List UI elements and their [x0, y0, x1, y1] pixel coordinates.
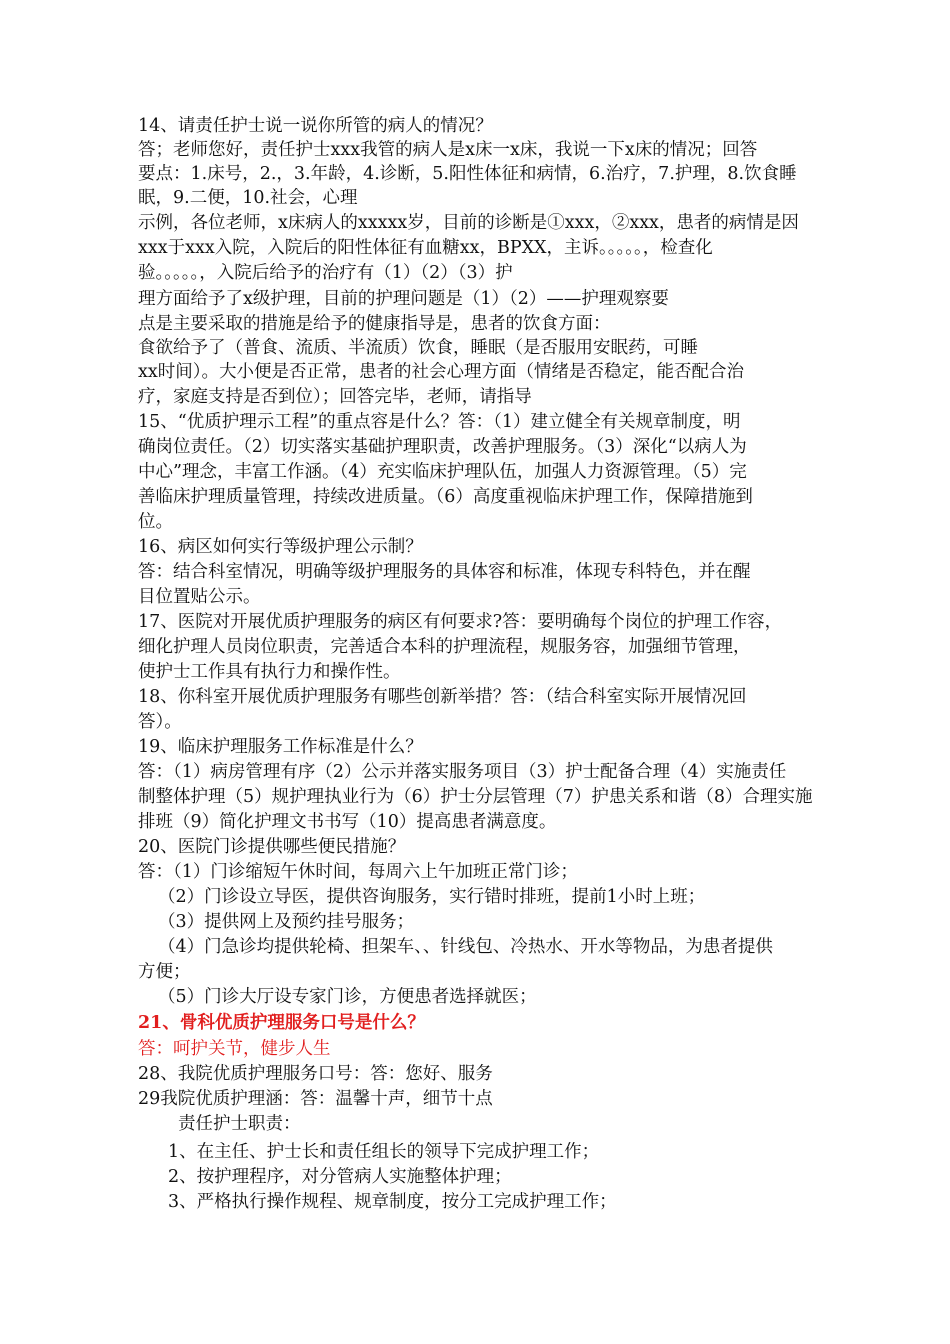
- answer-line: xx时间）。大小便是否正常，患者的社会心理方面（情绪是否稳定，能否配合治: [138, 362, 744, 382]
- answer-line: 理方面给予了x级护理，目前的护理问题是（1）（2）——护理观察要: [138, 289, 669, 309]
- answer-line: 中心”理念，丰富工作涵。（4）充实临床护理队伍，加强人力资源管理。（5）完: [138, 462, 747, 482]
- question-14: 14、请责任护士说一说你所管的病人的情况？: [138, 116, 493, 136]
- answer-item: （2）门诊设立导医，提供咨询服务，实行错时排班，提前1小时上班；: [158, 887, 706, 907]
- answer-line: 要点：1.床号，2.，3.年龄，4.诊断，5.阳性体征和病情，6.治疗，7.护理，8.饮食睡: [138, 164, 797, 184]
- answer-line: 答）。: [138, 712, 182, 732]
- answer-item: （4）门急诊均提供轮椅、担架车、、针线包、冷热水、开水等物品，为患者提供: [158, 937, 773, 957]
- answer-line: 细化护理人员岗位职责，完善适合本科的护理流程，规服务容，加强细节管理，: [138, 637, 751, 657]
- question-15: 15、“优质护理示工程”的重点容是什么？答：（1）建立健全有关规章制度，明: [138, 412, 741, 432]
- answer-line: 制整体护理（5）规护理执业行为（6）护士分层管理（7）护患关系和谐（8）合理实施: [138, 787, 813, 807]
- answer-line: 疗，家庭支持是否到位）；回答完毕，老师，请指导: [138, 387, 532, 407]
- section-title: 责任护士职责：: [178, 1114, 301, 1134]
- answer-line: 答：结合科室情况，明确等级护理服务的具体容和标准，体现专科特色，并在醒: [138, 562, 751, 582]
- answer-line: 方便；: [138, 962, 191, 982]
- question-18: 18、你科室开展优质护理服务有哪些创新举措？答：（结合科室实际开展情况回: [138, 687, 747, 707]
- answer-line: 善临床护理质量管理，持续改进质量。（6）高度重视临床护理工作，保障措施到: [138, 487, 753, 507]
- answer-item: （3）提供网上及预约挂号服务；: [158, 912, 415, 932]
- answer-line: 答；老师您好，责任护士xxx我管的病人是x床一x床，我说一下x床的情况；回答: [138, 140, 758, 160]
- answer-line: 答：（1）门诊缩短午休时间，每周六上午加班正常门诊；: [138, 862, 578, 882]
- answer-line: 点是主要采取的措施是给予的健康指导是，患者的饮食方面：: [138, 314, 611, 334]
- question-16: 16、病区如何实行等级护理公示制？: [138, 537, 423, 557]
- duty-item-1: 1、在主任、护士长和责任组长的领导下完成护理工作；: [168, 1142, 600, 1162]
- duty-item-3: 3、严格执行操作规程、规章制度，按分工完成护理工作；: [168, 1192, 617, 1212]
- answer-line: 确岗位责任。（2）切实落实基础护理职责，改善护理服务。（3）深化“以病人为: [138, 437, 747, 457]
- answer-line: 验。。。。。，入院后给予的治疗有（1）（2）（3）护: [138, 263, 513, 283]
- item-29: 29我院优质护理涵：答：温馨十声，细节十点: [138, 1089, 493, 1109]
- answer-item: （5）门诊大厅设专家门诊，方便患者选择就医；: [158, 987, 537, 1007]
- answer-line: xxx于xxx入院，入院后的阳性体征有血糖xx，BPXX，主诉。。。。。，检查化: [138, 238, 713, 258]
- item-28: 28、我院优质护理服务口号：答：您好、服务: [138, 1064, 493, 1084]
- answer-line: 眠，9.二便，10.社会，心理: [138, 188, 358, 208]
- answer-line: 使护士工作具有执行力和操作性。: [138, 662, 401, 682]
- question-17: 17、医院对开展优质护理服务的病区有何要求?答：要明确每个岗位的护理工作容，: [138, 612, 783, 632]
- answer-line: 排班（9）简化护理文书书写（10）提高患者满意度。: [138, 812, 557, 832]
- answer-line: 食欲给予了（普食、流质、半流质）饮食，睡眠（是否服用安眠药，可睡: [138, 338, 698, 358]
- answer-line: 示例，各位老师，x床病人的xxxxx岁，目前的诊断是①xxx，②xxx，患者的病情是因: [138, 213, 799, 233]
- question-19: 19、临床护理服务工作标准是什么？: [138, 737, 423, 757]
- question-20: 20、医院门诊提供哪些便民措施？: [138, 837, 406, 857]
- answer-line: 目位置贴公示。: [138, 587, 261, 607]
- answer-line: 答：（1）病房管理有序（2）公示并落实服务项目（3）护士配备合理（4）实施责任: [138, 762, 787, 782]
- answer-line: 位。: [138, 512, 173, 532]
- duty-item-2: 2、按护理程序，对分管病人实施整体护理；: [168, 1167, 512, 1187]
- answer-21: 答：呵护关节，健步人生: [138, 1039, 331, 1059]
- question-21: 21、骨科优质护理服务口号是什么？: [138, 1013, 425, 1033]
